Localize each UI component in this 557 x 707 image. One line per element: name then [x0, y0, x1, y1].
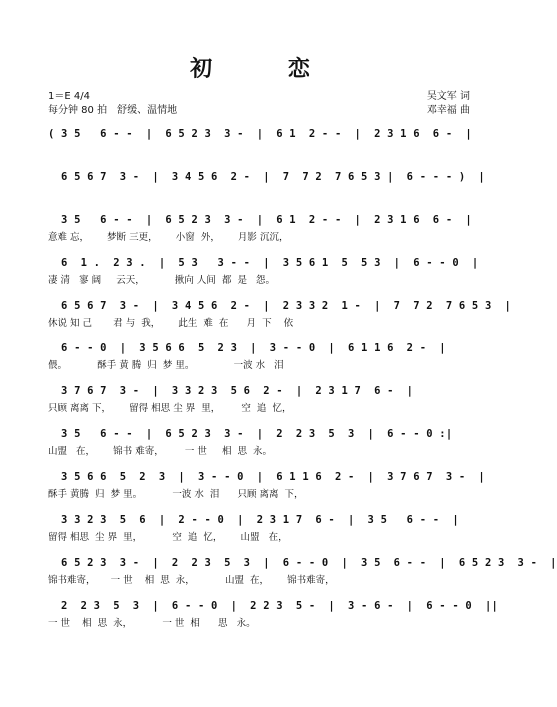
tempo-marking: 每分钟 80 拍 舒缓、温情地	[48, 105, 178, 116]
notation-row: 2 2 3 5 3 | 6 - - 0 | 2 2 3 5 - | 3 - 6 - | 6 - - 0 ||	[48, 599, 498, 612]
jianpu-score	[48, 126, 557, 641]
score-line	[48, 212, 472, 243]
song-title: 初 恋	[190, 56, 344, 82]
score-line	[48, 469, 485, 501]
notation-row: 6 1 . 2 3 . | 5 3 3 - - | 3 5 6 1 5 5 3 | 6 - - 0 |	[48, 256, 479, 269]
notation-row: ( 3 5 6 - - | 6 5 2 3 3 - | 6 1 2 - - | 2 3 1 6 6 - |	[48, 128, 472, 140]
score-line	[48, 340, 468, 372]
notation-row: 3 5 6 - - | 6 5 2 3 3 - | 2 2 3 5 3 | 6 - - 0 :|	[48, 428, 453, 441]
notation-row: 6 - - 0 | 3 5 6 6 5 2 3 | 3 - - 0 | 6 1 1 6 2 - |	[48, 342, 446, 355]
score-line	[48, 598, 498, 629]
lyrics-row: 酥手 黄腾 归 梦 里。 一波 水 泪 只顾 离离 下，	[48, 489, 304, 501]
lyrics-row: 留得 相思 尘 界 里， 空 追 忆， 山盟 在，	[48, 532, 288, 544]
lyrics-row: 凄 清 寥 阔 云天， 揪向 人间 都 是 怨。	[48, 274, 276, 286]
lyrics-row: 山盟 在， 锦书 难寄， 一 世 相 思 永。	[48, 446, 273, 458]
lyrics-row: 锦书难寄， 一 世 相 思 永， 山盟 在， 锦书难寄，	[48, 574, 335, 586]
lyrics-row: 只顾 离离 下， 留得 相思 尘 界 里， 空 追 忆，	[48, 403, 292, 415]
score-line	[48, 126, 472, 155]
score-line	[48, 255, 479, 286]
score-line	[48, 512, 468, 544]
notation-row: 3 5 6 6 5 2 3 | 3 - - 0 | 6 1 1 6 2 - | 3 7 6 7 3 - |	[48, 471, 485, 484]
lyrics-row: 偎。 酥手 黄 腾 归 梦 里。 一波 水 泪	[48, 360, 284, 372]
notation-row: 3 5 6 - - | 6 5 2 3 3 - | 6 1 2 - - | 2 3 1 6 6 - |	[48, 213, 472, 226]
notation-row: 3 7 6 7 3 - | 3 3 2 3 5 6 2 - | 2 3 1 7 6 - |	[48, 385, 414, 398]
lyrics-row: 意难 忘， 梦断 三更， 小窗 外， 月影 沉沉，	[48, 231, 289, 243]
key-signature: 1＝E 4/4	[48, 91, 90, 102]
score-line	[48, 426, 468, 458]
lyrics-row: 休说 知 己 君 与 我， 此生 难 在 月 下 依	[48, 317, 294, 329]
notation-row: 3 3 2 3 5 6 | 2 - - 0 | 2 3 1 7 6 - | 3 5 6 - - |	[48, 514, 459, 527]
notation-row: 6 5 6 7 3 - | 3 4 5 6 2 - | 2 3 3 2 1 - | 7 7 2 7 6 5 3 |	[48, 299, 512, 312]
lyrics-row: 一 世 相 思 永， 一 世 相 思 永。	[48, 617, 256, 629]
notation-row: 6 5 6 7 3 - | 3 4 5 6 2 - | 7 7 2 7 6 5 3 | 6 - - - ) |	[48, 170, 485, 183]
score-line	[48, 383, 468, 415]
score-line	[48, 555, 557, 586]
notation-row: 6 5 2 3 3 - | 2 2 3 5 3 | 6 - - 0 | 3 5 6 - - | 6 5 2 3 3 - |	[48, 556, 557, 569]
composer-credit: 邓幸福 曲	[426, 105, 470, 116]
lyricist-credit: 吴文军 词	[426, 91, 470, 102]
score-line	[48, 169, 485, 198]
score-line	[48, 298, 512, 329]
